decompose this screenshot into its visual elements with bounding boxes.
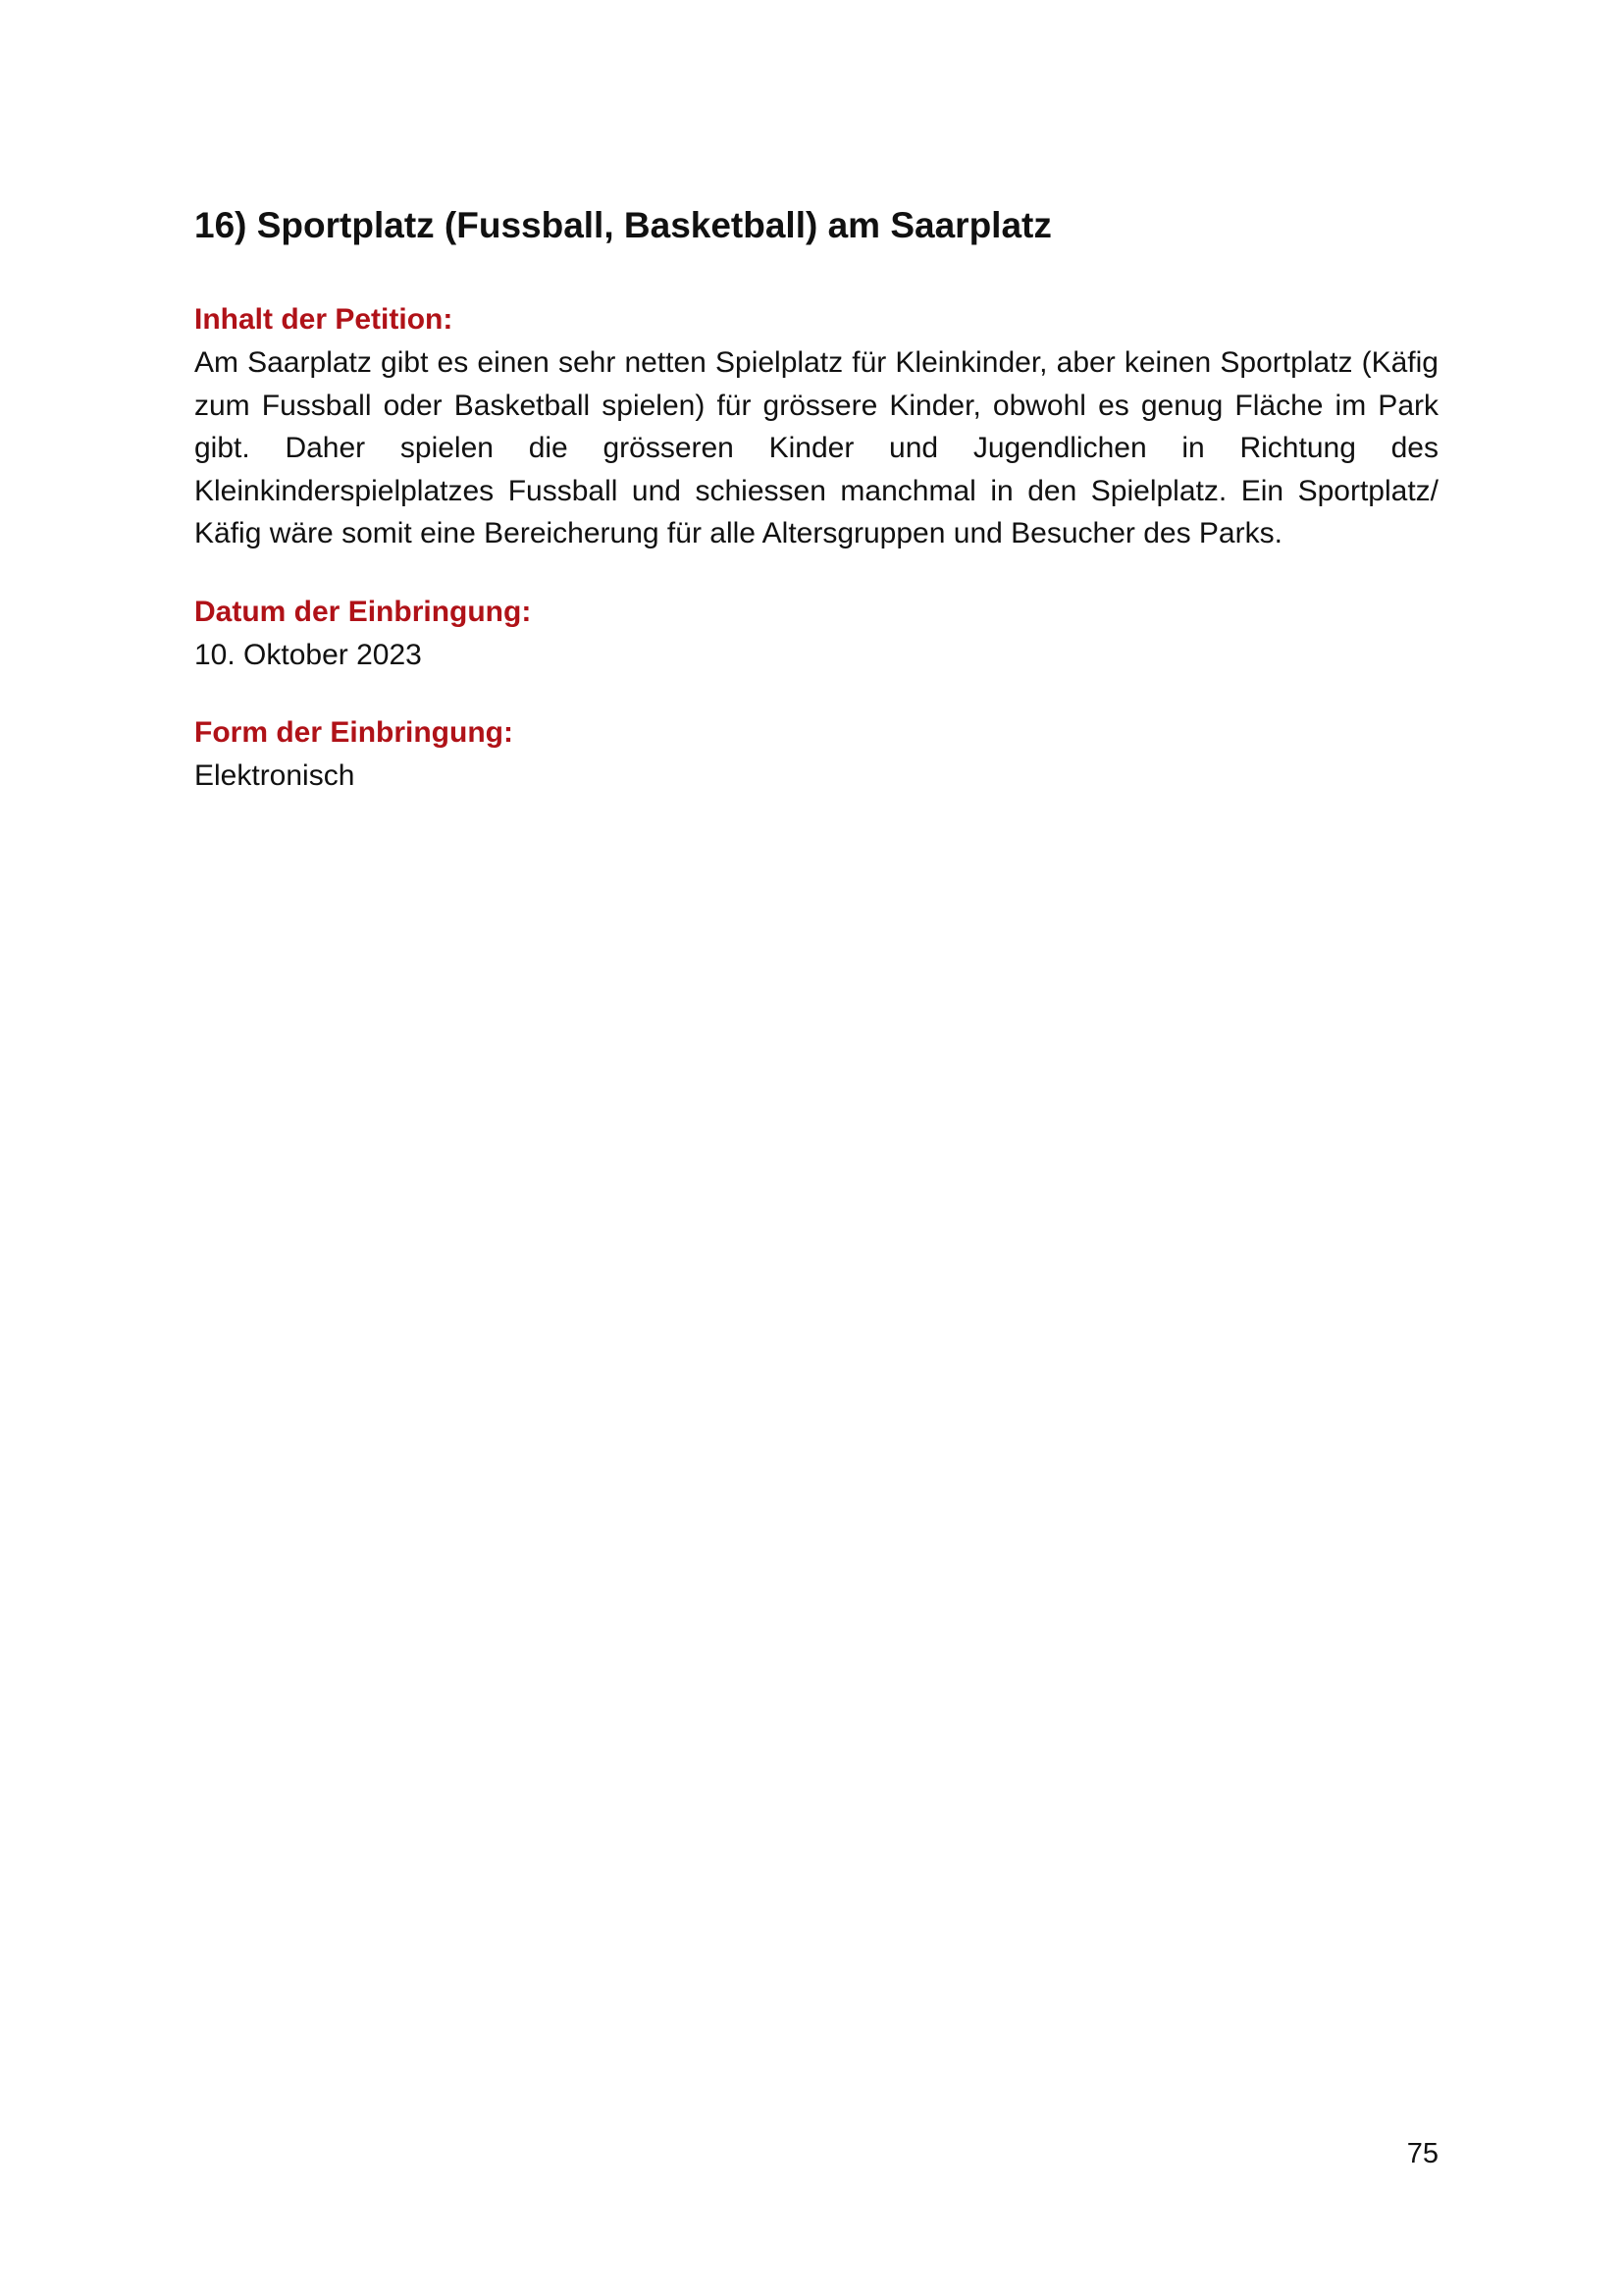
petition-content-section bbox=[194, 298, 1439, 555]
submission-date-section bbox=[194, 591, 1439, 677]
petition-content-text: Am Saarplatz gibt es einen sehr netten Spielplatz für Kleinkinder, aber keinen Sportplatz (Käfig zum Fussball oder Basketball spielen) für grössere Kinder, obwohl es genug Fläche im Park gibt. Daher spielen die grösseren Kinder und Jugendlichen in Richtung des Kleinkinderspielplatzes Fussball und schiessen manchmal in den Spielplatz. Ein Sportplatz/ Käfig wäre somit eine Bereicherung für alle Altersgruppen und Besucher des Parks. bbox=[194, 346, 1439, 549]
petition-content-label: Inhalt der Petition: bbox=[194, 303, 453, 336]
page-number: 75 bbox=[1406, 2138, 1439, 2169]
submission-form-value: Elektronisch bbox=[194, 759, 355, 792]
submission-form-section bbox=[194, 711, 1439, 798]
submission-form-label: Form der Einbringung: bbox=[194, 716, 513, 749]
document-content bbox=[194, 196, 1439, 798]
submission-date-label: Datum der Einbringung: bbox=[194, 595, 532, 628]
page-title: 16) Sportplatz (Fussball, Basketball) am Saarplatz bbox=[194, 205, 1052, 245]
submission-date-value: 10. Oktober 2023 bbox=[194, 638, 422, 671]
